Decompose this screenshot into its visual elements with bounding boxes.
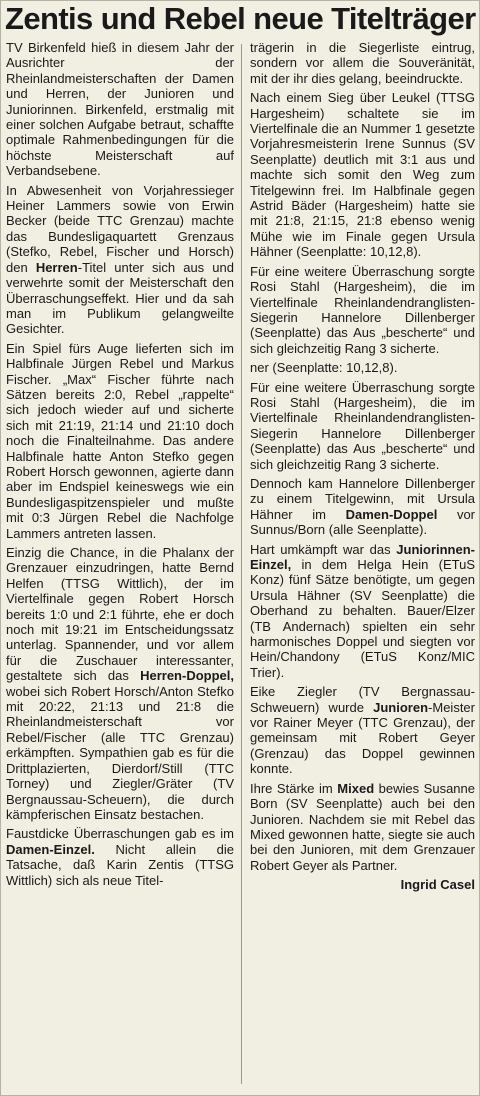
- paragraph-intro: [6, 40, 234, 179]
- bold-term: Herren: [35, 259, 78, 275]
- text-run: Für eine weitere Überraschung sorgte Rosi Stahl (Hargesheim), die im Viertelfinale Rheinlandendranglisten-Siegerin Hannelore Dillenberger (Seenplatte) das Aus „bescherte“ und sich gleichzeitig Rang 3 sicherte.: [250, 379, 475, 472]
- text-run: trägerin in die Siegerliste eintrug, sondern vor allem die Souveränität, mit der ihr dies gelang, beeindruckte.: [250, 40, 475, 86]
- bold-term: Herren-Doppel,: [140, 668, 234, 684]
- text-run: Für eine weitere Überraschung sorgte Rosi Stahl (Hargesheim), die im Viertelfinale Rheinlandendranglisten-Siegerin Hannelore Dillenberger (Seenplatte) das Aus „bescherte“ und sich gleichzeitig Rang 3 sicherte.: [250, 263, 475, 356]
- paragraph-damen-doppel: [250, 476, 475, 538]
- text-run: vor Sunnus/Born (alle Seenplatte).: [250, 506, 476, 538]
- bold-term: Damen-Doppel: [345, 506, 438, 522]
- bold-term: Damen-Einzel.: [6, 841, 95, 857]
- text-run: Nach einem Sieg über Leukel (TTSG Hargesheim) schaltete sie im Viertelfinale die an Nummer 1 gesetzte Vorjahresmeisterin Irene Sunnus (SV Seenplatte) deutlich mit 3:1 aus und machte sich somit den Weg zum Titelgewinn frei. Im Halbfinale gegen Astrid Bäder (Hargesheim) hatte sie mit 21:8, 21:15, 21:8 ebenso wenig Mühe wie im Finale gegen Ursula Hähner (Seenplatte: 10,12,8).: [250, 90, 475, 260]
- article-column-right: [250, 40, 475, 893]
- paragraph-juniorinnen: [250, 542, 475, 681]
- text-run: Faustdicke Überraschungen gab es im: [6, 826, 234, 842]
- bold-term: Mixed: [337, 780, 375, 796]
- paragraph-titeltraegerin: [250, 40, 475, 86]
- article-column-left: [6, 40, 234, 892]
- text-run: Ein Spiel fürs Auge lieferten sich im Halbfinale Jürgen Rebel und Markus Fischer. „Max“ Fischer führte nach Sätzen bereits 2:0, Rebel „rappelte“ sich jedoch wieder auf und sicherte sich mit 21:19, 21:14 und 21:10 doch noch die Finalteilnahme. Das andere Halbfinale hatte Anton Stefko gegen Robert Horsch gewonnen, agierte dann aber im Endspiel keineswegs wie ein Bundesligaspitzenspieler und mußte mit 0:3 Jürgen Rebel die Nachfolge Lammers antreten lassen.: [6, 340, 234, 541]
- paragraph-viertelfinale: [250, 90, 475, 259]
- paragraph-halbfinale: [6, 341, 234, 541]
- text-run: Dennoch kam Hannelore Dillenberger zu einem Titelgewinn, mit Ursula Hähner im: [250, 475, 475, 522]
- paragraph-mixed: [250, 781, 475, 873]
- text-run: Hart umkämpft war das: [250, 541, 397, 557]
- text-run: Einzig die Chance, in die Phalanx der Grenzauer einzudringen, hatte Bernd Helfen (TTSG Wittlich), der im Viertelfinale gegen Robert Horsch bereits 1:0 und 2:1 führte, ehe er doch noch mit 19:21 im Entscheidungssatz unterlag. Spannender, und vor allem für die Zuschauer interessanter, gestaltete sich das: [6, 545, 234, 684]
- text-run: -Meister vor Rainer Meyer (TTC Grenzau), der gemeinsam mit Robert Geyer (Grenzau) das Doppel gewinnen konnte.: [250, 699, 475, 777]
- text-run: in dem Helga Hein (ETuS Konz) fünf Sätze benötigte, um gegen Ursula Hähner (SV Seenplatte) die Oberhand zu behalten. Bauer/Elzer (TB Andernach) spielten ein sehr harmonisches Doppel und siegten vor Hein/Chandony (ETuS Konz/MIC Trier).: [250, 557, 475, 680]
- bold-term: Juniorinnen-Einzel,: [250, 541, 475, 572]
- text-run: In Abwesenheit von Vorjahressieger Heiner Lammers sowie von Erwin Becker (beide TTC Grenzau) machte das Bundesligaquartett Grenzaus (Stefko, Rebel, Fischer und Horsch) den: [6, 182, 234, 275]
- text-run: -Titel unter sich aus und verwehrte somit der Meisterschaft den Überraschungseffekt. Hier und da sah man im Publikum gelangweilte Gesichter.: [6, 259, 234, 337]
- text-run: wobei sich Robert Horsch/Anton Stefko mit 20:22, 21:13 und 21:8 die Rheinlandmeisterschaft vor Rebel/Fischer (alle TTC Grenzau) erkämpften. Sympathien gab es für die Drittplazierten, Dierdorf/Still (TTC Torney) und Ziegler/Gräter (TV Bergnaussau-Scheuern), die durch kämpferischen Einsatz bestachen.: [6, 683, 234, 822]
- text-run: ner (Seenplatte: 10,12,8).: [250, 360, 398, 376]
- paragraph-duplicate-fragment: [250, 360, 475, 375]
- paragraph-damen-einzel: [6, 826, 234, 888]
- bold-term: Junioren: [373, 699, 429, 715]
- paragraph-ueberraschung: [250, 264, 475, 356]
- paragraph-junioren: [250, 684, 475, 776]
- paragraph-herren-doppel: [6, 545, 234, 822]
- text-run: Nicht allein die Tatsache, daß Karin Zentis (TTSG Wittlich) sich als neue Titel-: [6, 841, 234, 888]
- headline: Zentis und Rebel neue Titelträger: [5, 1, 476, 36]
- text-run: TV Birkenfeld hieß in diesem Jahr der Ausrichter der Rheinlandmeisterschaften der Damen und Herren, der Junioren und Juniorinnen. Birkenfeld, erstmalig mit einer solchen Aufgabe betraut, schaffte optimale Rahmenbedingungen für die höchste Meisterschaft auf Verbandsebene.: [6, 40, 234, 179]
- text-run: Eike Ziegler (TV Bergnassau-Schweuern) wurde: [250, 684, 475, 715]
- text-run: Ihre Stärke im: [250, 780, 338, 796]
- paragraph-ueberraschung-repeat: [250, 380, 475, 472]
- column-divider: [241, 44, 242, 1084]
- author-byline: Ingrid Casel: [400, 877, 475, 893]
- text-run: bewies Susanne Born (SV Seenplatte) auch bei den Junioren. Nachdem sie mit Rebel das Mixed gewonnen hatte, siegte sie auch bei den Junioren, mit dem Grenzauer Robert Geyer als Partner.: [250, 780, 475, 873]
- paragraph-herren-einzel: [6, 183, 234, 337]
